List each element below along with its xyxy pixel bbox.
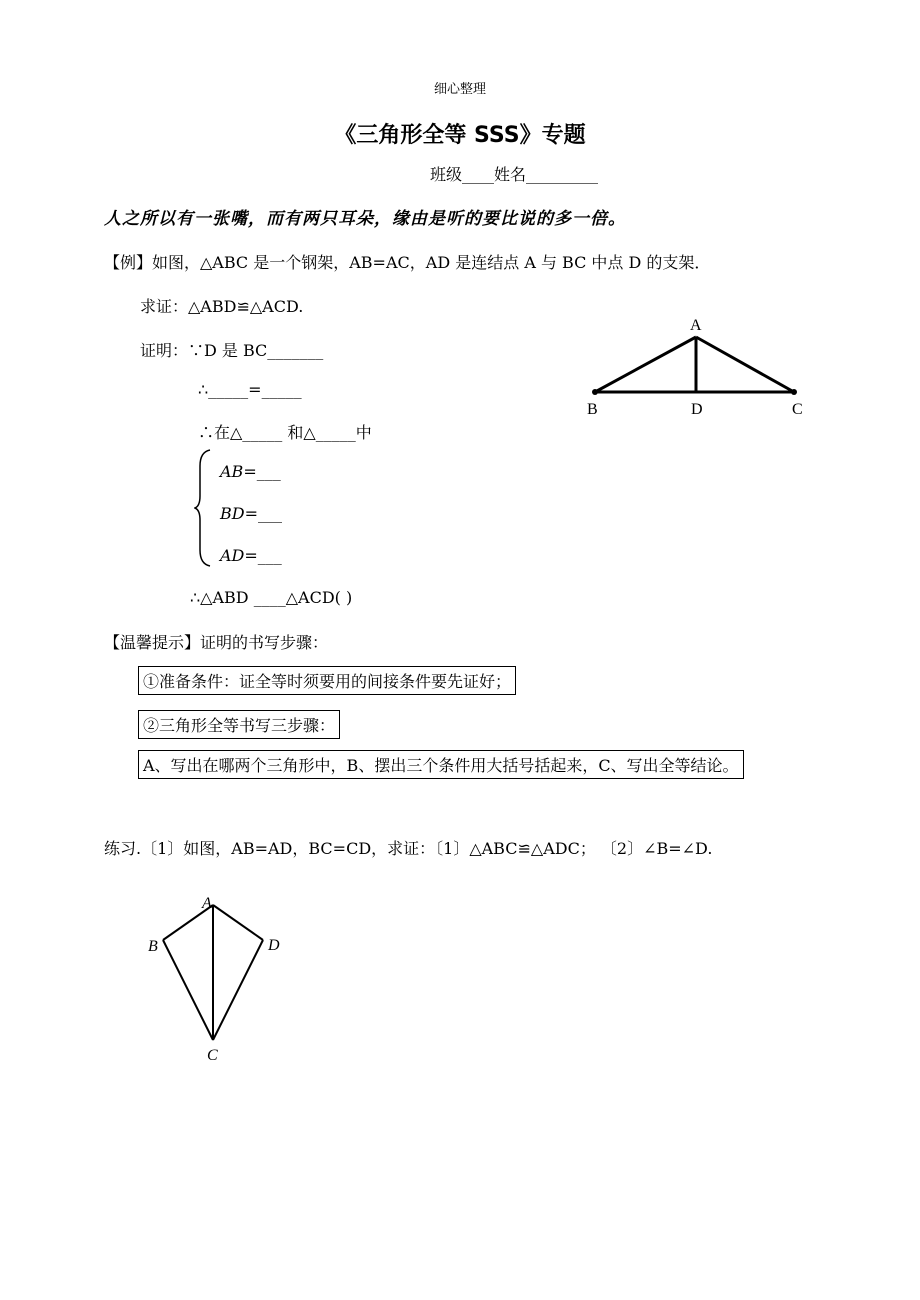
label-b: B [148, 938, 158, 955]
proof-start: 证明：∵D 是 BC_______ [140, 341, 324, 360]
class-name-line: 班级____姓名_________ [430, 165, 599, 184]
exercise-text: 练习.〔1〕如图，AB=AD，BC=CD，求证：〔1〕△ABC≌△ADC； 〔2〕∠B=∠D. [104, 839, 713, 858]
point-c [791, 389, 797, 395]
brace [194, 448, 214, 568]
proof-conclusion: ∴△ABD ____△ACD( ) [190, 588, 353, 607]
condition-bd: BD=___ [220, 504, 282, 523]
point-b [592, 389, 598, 395]
example-prove: 求证：△ABD≌△ACD. [140, 297, 304, 316]
label-d: D [268, 937, 280, 954]
triangle-figure [580, 310, 820, 430]
label-c: C [792, 401, 803, 418]
tips-heading: 【温馨提示】证明的书写步骤： [104, 633, 329, 652]
segment-bc [163, 940, 213, 1040]
page-title: 《三角形全等 SSS》专题 [334, 123, 586, 148]
label-a: A [202, 895, 212, 912]
kite-figure [140, 890, 300, 1070]
segment-ac [696, 337, 794, 392]
tip-item-3: A、写出在哪两个三角形中，B、摆出三个条件用大括号括起来，C、写出全等结论。 [138, 750, 744, 779]
tip-item-2: ②三角形全等书写三步骤： [138, 710, 340, 739]
proof-step1: ∴_____=_____ [198, 380, 302, 399]
example-intro: 【例】如图，△ABC 是一个钢架，AB=AC，AD 是连结点 A 与 BC 中点 D 的支架． [104, 253, 711, 272]
label-b: B [587, 401, 598, 418]
label-d: D [691, 401, 703, 418]
condition-ab: AB=___ [220, 462, 281, 481]
proof-step2: ∴在△_____ 和△_____中 [198, 423, 372, 442]
label-a: A [690, 317, 702, 334]
segment-ad [213, 905, 263, 940]
motto: 人之所以有一张嘴，而有两只耳朵，缘由是听的要比说的多一倍。 [104, 209, 626, 229]
header-note: 细心整理 [433, 82, 486, 97]
segment-ab [595, 337, 696, 392]
condition-ad: AD=___ [220, 546, 282, 565]
segment-dc [213, 940, 263, 1040]
tip-item-1: ①准备条件：证全等时须要用的间接条件要先证好； [138, 666, 516, 695]
label-c: C [207, 1047, 218, 1064]
